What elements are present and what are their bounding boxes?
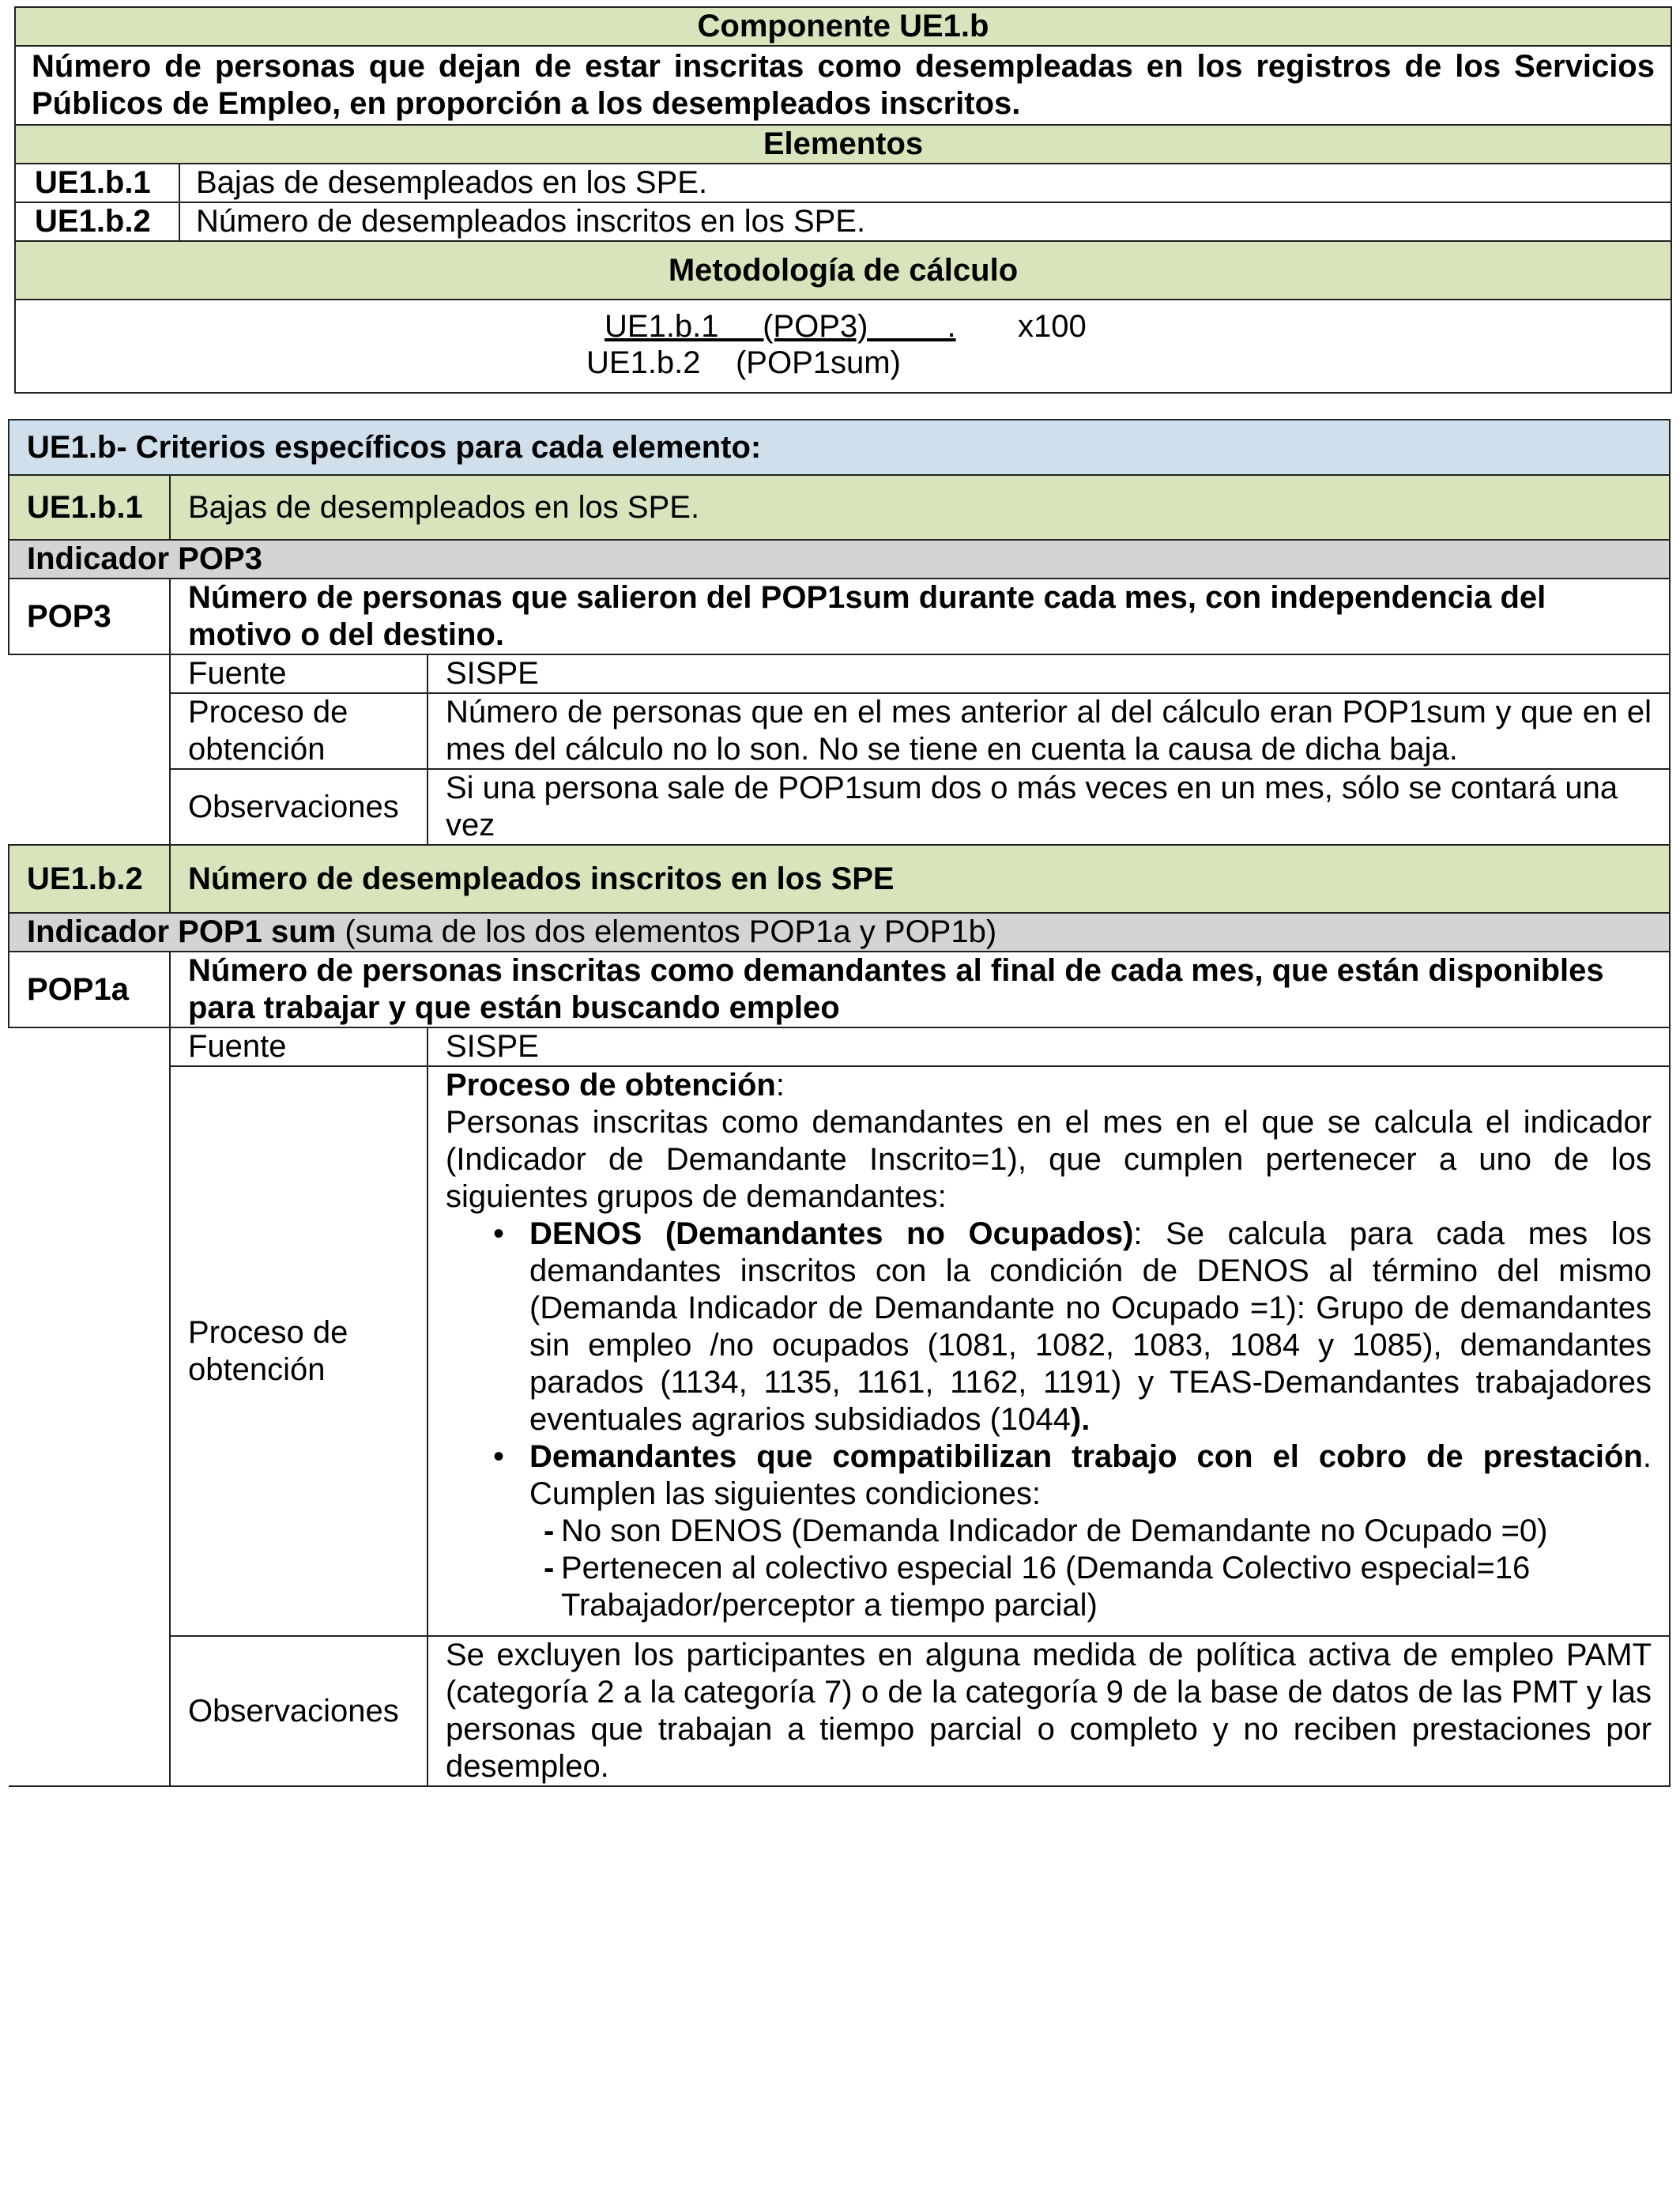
formula: [16, 300, 1671, 392]
criteria-table: [8, 419, 1671, 1787]
detail-label: Observaciones: [170, 1636, 428, 1786]
formula-num-indicator: (POP3): [763, 309, 868, 344]
detail-value: Si una persona sale de POP1sum dos o más veces en un mes, sólo se contará una vez: [428, 769, 1670, 845]
element-text: Bajas de desempleados en los SPE.: [179, 164, 1671, 202]
detail-row: [9, 1027, 1670, 1066]
formula-den-code: UE1.b.2: [586, 345, 701, 380]
detail-label: Fuente: [170, 654, 428, 693]
group-list: [446, 1216, 1652, 1513]
detail-label: Proceso de obtención: [170, 693, 428, 769]
dash-text: No son DENOS (Demanda Indicador de Demandante no Ocupado =0): [561, 1514, 1548, 1548]
bullet1-text: : Se calcula para cada mes los demandantes inscritos con la condición de DENOS al término del mismo (Demanda Indicador de Demandante no Ocupado =1): Grupo de demandantes sin empleo /no ocupados (1081, 1082, 1083, 1084 y 1085), demandantes parados (1134, 1135, 1161, 1162, 1191) y TEAS-Demandantes trabajadores eventuales agrarios subsidiados (1044: [529, 1216, 1652, 1437]
detail-row: [9, 1066, 1670, 1636]
detail-row: [9, 1636, 1670, 1786]
dash-text: Pertenecen al colectivo especial 16 (Demanda Colectivo especial=16 Trabajador/perceptor a tiempo parcial): [561, 1551, 1531, 1623]
detail-label: Fuente: [170, 1027, 428, 1066]
list-item: [529, 1438, 1652, 1513]
proceso-title: Proceso de obtención: [446, 1068, 776, 1103]
component-title: Componente UE1.b: [15, 7, 1671, 46]
criteria-header: UE1.b- Criterios específicos para cada elemento:: [9, 420, 1670, 475]
bullet1-end: ).: [1070, 1402, 1090, 1437]
criteria-el2-text: Número de desempleados inscritos en los SPE: [170, 845, 1670, 913]
detail-row: [9, 769, 1670, 845]
pop3-definition: Número de personas que salieron del POP1sum durante cada mes, con independencia del motivo o del destino.: [170, 579, 1670, 654]
detail-label: Proceso de obtención: [170, 1066, 428, 1636]
bullet1-bold: DENOS (Demandantes no Ocupados): [529, 1216, 1134, 1251]
indicator-pop1sum-title: Indicador POP1 sum: [27, 914, 337, 949]
proceso-detail: [428, 1066, 1670, 1636]
element-text: Número de desempleados inscritos en los SPE.: [179, 202, 1671, 241]
bullet2-text: . Cumplen las siguientes condiciones:: [529, 1439, 1652, 1511]
indicator-pop3-header: Indicador POP3: [9, 540, 1670, 579]
element-row: [15, 164, 1671, 202]
formula-num-code: UE1.b.1: [605, 309, 719, 344]
detail-value: Número de personas que en el mes anterior al del cálculo eran POP1sum y que en el mes del cálculo no lo son. No se tiene en cuenta la causa de dicha baja.: [428, 693, 1670, 769]
proceso-colon: :: [775, 1068, 785, 1103]
dash-item: - No son DENOS (Demanda Indicador de Demandante no Ocupado =0): [446, 1513, 1652, 1550]
criteria-el1-text: Bajas de desempleados en los SPE.: [170, 475, 1670, 540]
detail-value: SISPE: [428, 654, 1670, 693]
formula-den-indicator: (POP1sum): [735, 345, 901, 380]
dash-item: - Pertenecen al colectivo especial 16 (Demanda Colectivo especial=16 Trabajador/perceptor a tiempo parcial): [446, 1550, 1652, 1624]
criteria-el1-code: UE1.b.1: [9, 475, 170, 540]
elements-header: Elementos: [15, 125, 1671, 164]
observaciones-value: Se excluyen los participantes en alguna medida de política activa de empleo PAMT (categoría 2 a la categoría 7) o de la categoría 9 de la base de datos de las PMT y las personas que trabajan a tiempo parcial o completo y no reciben prestaciones por desempleo.: [428, 1636, 1670, 1786]
detail-row: [9, 654, 1670, 693]
list-item: [529, 1216, 1652, 1438]
pop1a-definition: Número de personas inscritas como demandantes al final de cada mes, que están disponibles para trabajar y que están buscando empleo: [170, 952, 1670, 1027]
component-table: [14, 6, 1672, 394]
element-code: UE1.b.2: [15, 202, 179, 241]
detail-value: SISPE: [428, 1027, 1670, 1066]
proceso-intro: Personas inscritas como demandantes en el mes en el que se calcula el indicador (Indicador de Demandante Inscrito=1), que cumplen pertenecer a uno de los siguientes grupos de demandantes:: [446, 1105, 1652, 1214]
criteria-el2-code: UE1.b.2: [9, 845, 170, 913]
element-row: [15, 202, 1671, 241]
formula-numerator: [605, 308, 956, 345]
formula-cell: [15, 300, 1671, 393]
pop1a-code: POP1a: [9, 952, 170, 1027]
detail-row: [9, 693, 1670, 769]
formula-num-dot: .: [947, 309, 956, 344]
indicator-pop1sum-header: [9, 913, 1670, 952]
detail-label: Observaciones: [170, 769, 428, 845]
formula-factor: x100: [1018, 309, 1087, 344]
indicator-pop1sum-note: (suma de los dos elementos POP1a y POP1b): [336, 914, 997, 949]
formula-denominator: [586, 345, 901, 382]
component-description: Número de personas que dejan de estar inscritas como desempleadas en los registros de los Servicios Públicos de Empleo, en proporción a los desempleados inscritos.: [15, 46, 1671, 125]
pop3-code: POP3: [9, 579, 170, 654]
method-header: Metodología de cálculo: [15, 241, 1671, 300]
element-code: UE1.b.1: [15, 164, 179, 202]
bullet2-bold: Demandantes que compatibilizan trabajo con el cobro de prestación: [529, 1439, 1643, 1474]
